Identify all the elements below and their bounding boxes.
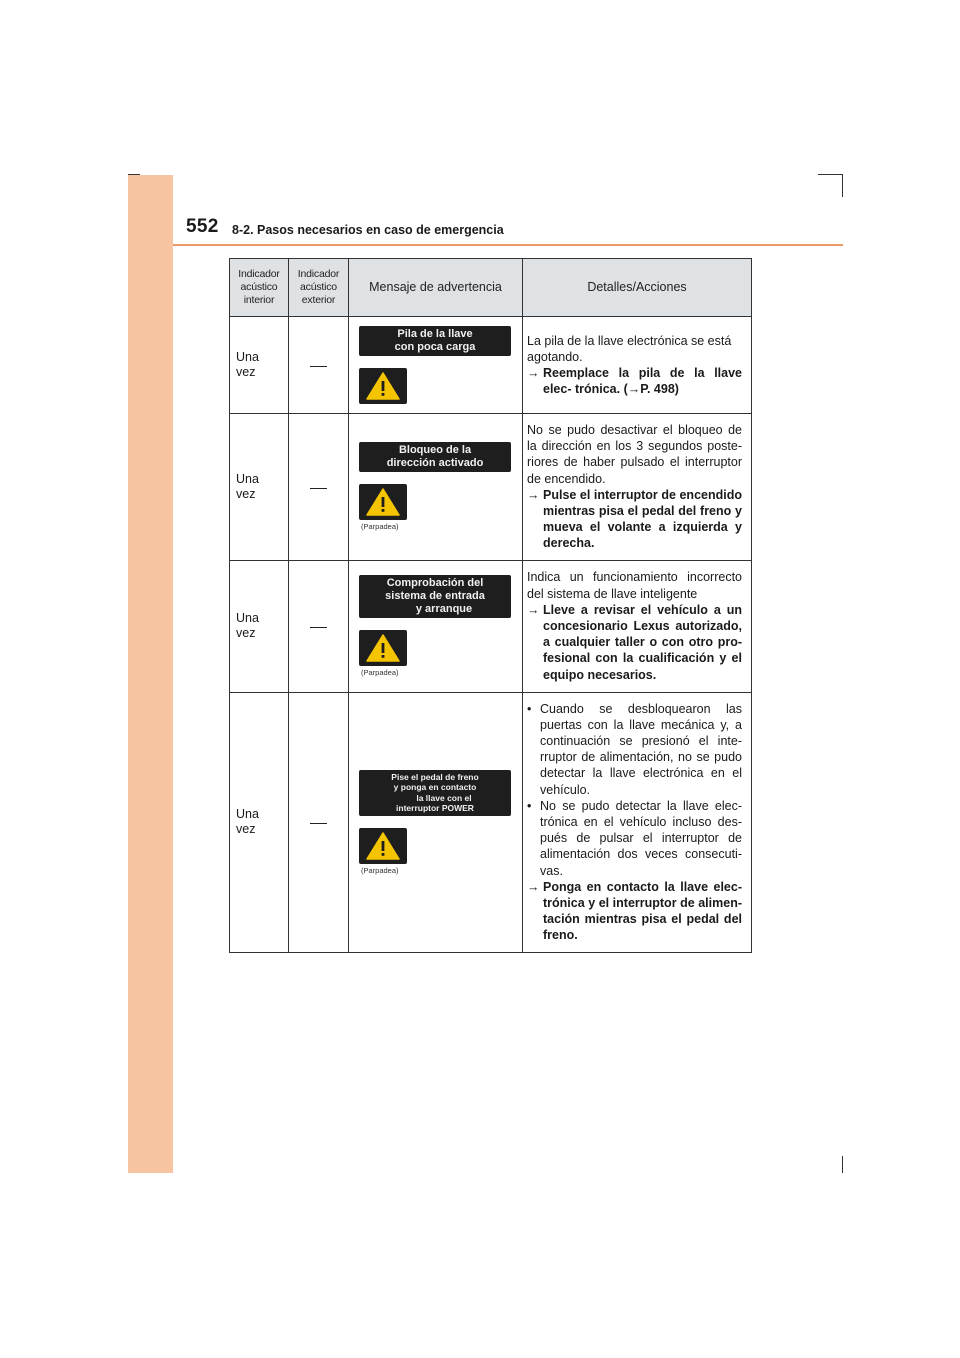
action-text: → Lleve a revisar el vehículo a un concesionario Lexus autorizado, a cualquier taller o con otro pro- fesional con la cualificación y el equipo necesarios. [527,602,742,682]
interior-buzzer-cell: Una vez [230,692,289,952]
bullet-item: • Cuando se desbloquearon las puertas con la llave mecánica y, a continuación se presionó el inte- rruptor de alimentación, no se pudo detectar la llave electrónica en el vehículo. [527,701,742,797]
action-text: → Reemplace la pila de la llave elec- trónica. (→P. 498) [527,366,742,397]
warning-light [359,828,407,864]
dash-mark [310,488,327,489]
warning-message-table [229,258,752,953]
details-cell: La pila de la llave electrónica se está agotando. → Reemplace la pila de la llave elec- trónica. (→P. 498) [523,317,752,414]
table-header-row [230,259,752,317]
page-number: 552 [186,216,219,237]
warning-triangle-icon [366,634,400,662]
warning-triangle-icon [366,372,400,400]
warning-message-display: Bloqueo de la dirección activado [359,442,511,472]
warning-light [359,630,407,666]
message-cell [349,414,523,561]
dash-mark [310,627,327,628]
warning-message-display: Pise el pedal de freno y ponga en contacto la llave con el interruptor POWER [359,770,511,816]
action-text: → Ponga en contacto la llave elec- trónica y el interruptor de alimen- tación mientras pisa el pedal del freno. [527,879,742,943]
section-title: 8-2. Pasos necesarios en caso de emergencia [232,223,504,237]
warning-message-display: Comprobación del sistema de entrada y arranque [359,575,511,618]
blink-note: (Parpadea) [361,522,399,532]
interior-buzzer-cell: Una vez [230,414,289,561]
warning-light [359,368,407,404]
blink-note: (Parpadea) [361,668,399,678]
warning-triangle-icon [366,832,400,860]
message-cell [349,560,523,692]
column-header-interior: Indicador acústico interior [230,259,289,317]
column-header-exterior: Indicador acústico exterior [289,259,349,317]
table-row [230,692,752,952]
table-row [230,317,752,414]
exterior-buzzer-cell [289,317,349,414]
bullet-item: • No se pudo detectar la llave elec- trónica en el vehículo incluso des- pués de pulsar el interruptor de alimentación dos veces consecuti- vas. [527,798,742,878]
column-header-details: Detalles/Acciones [523,259,752,317]
crop-mark-bottom-right [842,1156,843,1173]
dash-mark [310,823,327,824]
crop-mark-top-right-v [842,174,843,197]
interior-buzzer-cell: Una vez [230,560,289,692]
interior-buzzer-cell: Una vez [230,317,289,414]
details-cell [523,692,752,952]
chapter-side-band [128,175,173,1173]
header-rule [173,244,843,246]
warning-triangle-icon [366,488,400,516]
crop-mark-top-right-h [818,174,842,175]
action-text: → Pulse el interruptor de encendido mientras pisa el pedal del freno y mueva el volante a izquierda y derecha. [527,487,742,551]
exterior-buzzer-cell [289,560,349,692]
warning-light [359,484,407,520]
exterior-buzzer-cell [289,692,349,952]
table-row [230,560,752,692]
blink-note: (Parpadea) [361,865,399,875]
table-row [230,414,752,561]
details-cell: Indica un funcionamiento incorrecto del sistema de llave inteligente → Lleve a revisar el vehículo a un concesionario Lexus autorizado, a cualquier taller o con otro pro- fesional con la cualificación y el equipo necesarios. [523,560,752,692]
message-cell [349,692,523,952]
message-cell [349,317,523,414]
dash-mark [310,366,327,367]
warning-message-display: Pila de la llave con poca carga [359,326,511,356]
crop-mark-top-left [128,174,140,175]
details-cell: No se pudo desactivar el bloqueo de la dirección en los 3 segundos poste- riores de haber pulsado el interruptor de encendido. → Pulse el interruptor de encendido mientras pisa el pedal del freno y mueva el volante a izquierda y derecha. [523,414,752,561]
exterior-buzzer-cell [289,414,349,561]
column-header-message: Mensaje de advertencia [349,259,523,317]
